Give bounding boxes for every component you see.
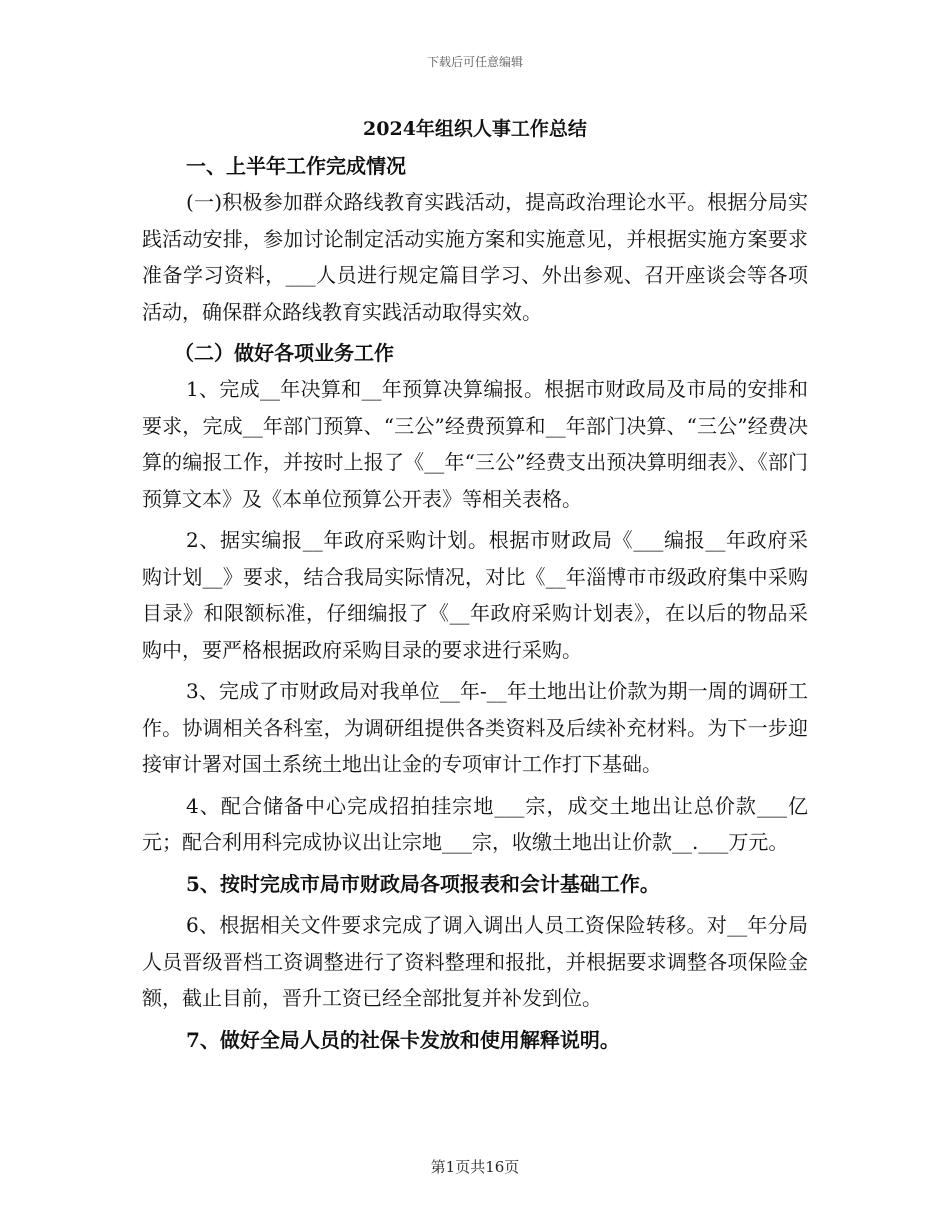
document-title: 2024年组织人事工作总结	[363, 118, 587, 140]
page-footer-number: 第1页共16页	[430, 1158, 520, 1176]
list-item-6: 6、根据相关文件要求完成了调入调出人员工资保险转移。对__年分局人员晋级晋档工资调整进行了资料整理和报批，并根据要求调整各项保险金额，截止目前，晋升工资已经全部批复并补发到位。	[142, 913, 808, 1010]
sub-heading-2: （二）做好各项业务工作	[174, 341, 394, 365]
list-item-1: 1、完成__年决算和__年预算决算编报。根据市财政局及市局的安排和要求，完成__年部门预算、“三公”经费预算和__年部门决算、“三公”经费决算的编报工作，并按时上报了《__年“三公”经费支出预决算明细表》、《部门预算文本》及《本单位预算公开表》等相关表格。	[142, 377, 808, 511]
paragraph-1: (一)积极参加群众路线教育实践活动，提高政治理论水平。根据分局实践活动安排，参加讨论制定活动实施方案和实施意见，并根据实施方案要求准备学习资料，___人员进行规定篇目学习、外出参观、召开座谈会等各项活动，确保群众路线教育实践活动取得实效。	[142, 190, 808, 324]
list-item-2: 2、据实编报__年政府采购计划。根据市财政局《___编报__年政府采购计划__》要求，结合我局实际情况，对比《__年淄博市市级政府集中采购目录》和限额标准，仔细编报了《__年政府采购计划表》，在以后的物品采购中，要严格根据政府采购目录的要求进行采购。	[142, 528, 808, 662]
document-body	[142, 110, 808, 1063]
list-item-5: 5、按时完成市局市财政局各项报表和会计基础工作。	[186, 871, 660, 896]
list-item-4: 4、配合储备中心完成招拍挂宗地___宗，成交土地出让总价款___亿元；配合利用科完成协议出让宗地___宗，收缴土地出让价款__.___万元。	[142, 793, 808, 854]
list-item-3: 3、完成了市财政局对我单位__年-__年土地出让价款为期一周的调研工作。协调相关各科室，为调研组提供各类资料及后续补充材料。为下一步迎接审计署对国土系统土地出让金的专项审计工作打下基础。	[142, 679, 808, 776]
page-header-note: 下载后可任意编辑	[426, 55, 523, 69]
list-item-7: 7、做好全局人员的社保卡发放和使用解释说明。	[186, 1027, 620, 1052]
section-heading-1: 一、上半年工作完成情况	[186, 154, 406, 178]
